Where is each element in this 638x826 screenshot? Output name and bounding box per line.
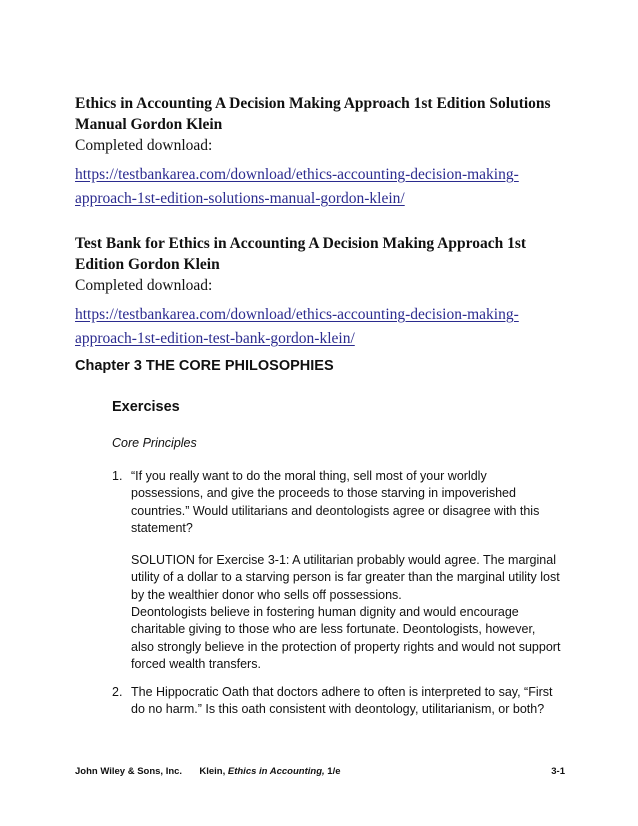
question-1-line: possessions, and give the proceeds to those starving in impoverished <box>131 486 516 501</box>
footer-edition: 1/e <box>327 766 341 777</box>
question-2-number: 2. <box>112 685 123 699</box>
footer-publisher: John Wiley & Sons, Inc. <box>75 766 183 777</box>
solution-1-line: forced wealth transfers. <box>131 656 261 671</box>
footer-page-number: 3-1 <box>551 766 565 777</box>
question-1-text <box>131 468 571 673</box>
solutions-manual-completed-label: Completed download: <box>75 137 213 154</box>
test-bank-link-line2[interactable]: approach-1st-edition-test-bank-gordon-klein/ <box>75 330 355 347</box>
solution-1-line: charitable giving to those who are less fortunate. Deontologists, however, <box>131 622 536 637</box>
test-bank-title-line2: Edition Gordon Klein <box>75 256 220 273</box>
solutions-manual-link-line2[interactable]: approach-1st-edition-solutions-manual-gordon-klein/ <box>75 190 405 207</box>
question-2-text <box>131 684 571 719</box>
question-2-line: The Hippocratic Oath that doctors adhere to often is interpreted to say, “First <box>131 685 553 699</box>
question-1-number: 1. <box>112 469 123 483</box>
section-subheading: Core Principles <box>112 436 197 450</box>
exercises-heading: Exercises <box>112 399 180 415</box>
test-bank-block <box>75 233 595 351</box>
solution-1-line: utility of a dollar to a starving person is far greater than the marginal utility lost <box>131 570 560 585</box>
solution-1-line: also strongly believe in the protection of property rights and would not support <box>131 639 561 654</box>
solution-1-line: SOLUTION for Exercise 3-1: A utilitarian probably would agree. The marginal <box>131 553 556 568</box>
test-bank-completed-label: Completed download: <box>75 277 213 294</box>
test-bank-title-line1: Test Bank for Ethics in Accounting A Decision Making Approach 1st <box>75 235 527 252</box>
test-bank-link-line1[interactable]: https://testbankarea.com/download/ethics-accounting-decision-making- <box>75 306 519 323</box>
solutions-manual-title-line2: Manual Gordon Klein <box>75 116 223 133</box>
solutions-manual-title-line1: Ethics in Accounting A Decision Making Approach 1st Edition Solutions <box>75 95 551 112</box>
solution-1-line: Deontologists believe in fostering human dignity and would encourage <box>131 605 519 620</box>
question-1-line: “If you really want to do the moral thing, sell most of your worldly <box>131 469 487 483</box>
page-footer <box>75 766 565 777</box>
question-1-line: countries.” Would utilitarians and deontologists agree or disagree with this <box>131 503 540 518</box>
solutions-manual-link-line1[interactable]: https://testbankarea.com/download/ethics-accounting-decision-making- <box>75 166 519 183</box>
question-2-line: do no harm.” Is this oath consistent with deontology, utilitarianism, or both? <box>131 702 545 717</box>
chapter-heading: Chapter 3 THE CORE PHILOSOPHIES <box>75 358 334 374</box>
question-1-line: statement? <box>131 520 193 535</box>
solution-1-line: by the wealthier donor who sells off possessions. <box>131 587 402 602</box>
footer-author: Klein, <box>199 766 226 777</box>
solutions-manual-block <box>75 93 595 211</box>
footer-book-title: Ethics in Accounting, <box>227 766 325 777</box>
